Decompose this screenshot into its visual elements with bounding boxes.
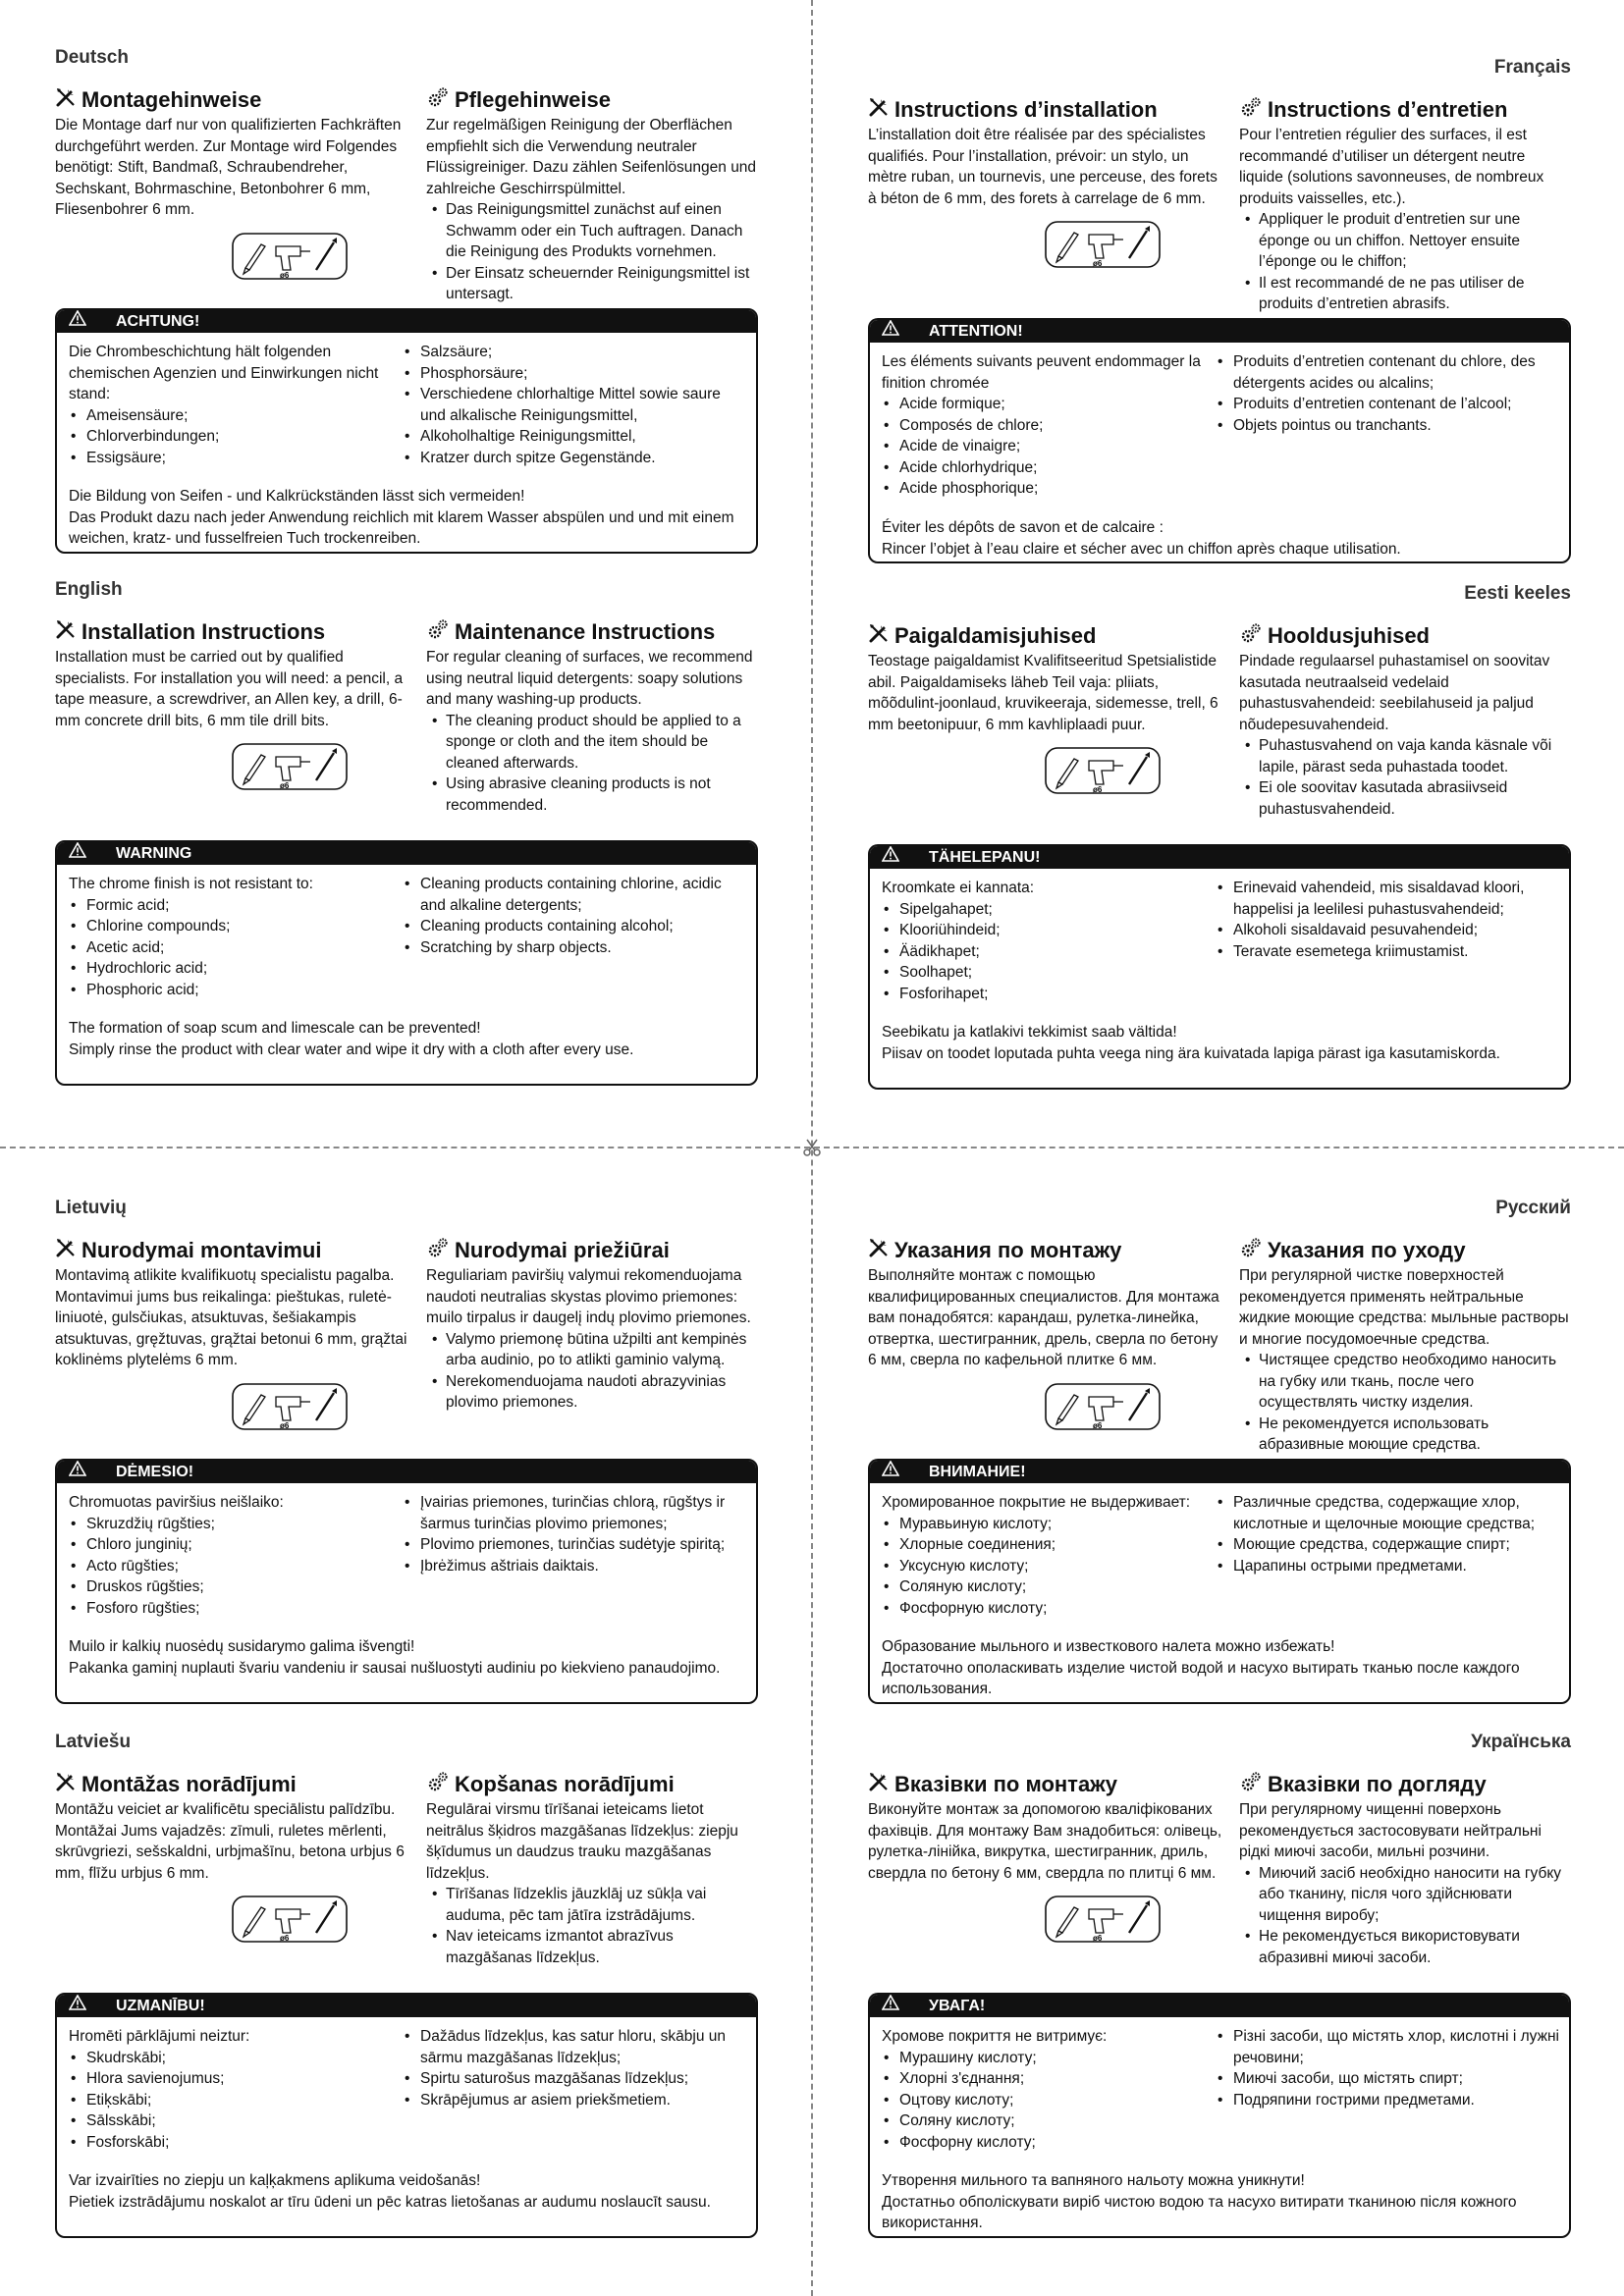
section-et: [868, 583, 1571, 1113]
svg-text:ø6: ø6: [1093, 1934, 1103, 1943]
maintenance-column: [426, 618, 758, 816]
maintenance-column: [1239, 622, 1571, 820]
warning-item: • Acide phosphorique;: [882, 478, 1206, 500]
warning-title: ATTENTION!: [929, 323, 1023, 340]
svg-text:ø6: ø6: [280, 1934, 290, 1943]
warning-header: [57, 1995, 756, 2017]
warning-triangle-icon: [69, 1461, 116, 1483]
section-lt: [55, 1198, 758, 1728]
tools-cross-icon: [868, 96, 894, 124]
tools-pictogram-icon: [55, 233, 413, 280]
warning-item: • Chloro junginių;: [69, 1534, 393, 1556]
warning-list-right: [1216, 2026, 1559, 2110]
section-de: [55, 47, 758, 577]
svg-text:ø6: ø6: [280, 781, 290, 790]
warning-item: • Муравьиную кислоту;: [882, 1514, 1206, 1535]
warning-item: • Skruzdžių rūgšties;: [69, 1514, 393, 1535]
maintenance-list: [1239, 735, 1571, 820]
warning-footer-heading: Muilo ir kalkių nuosėdų susidarymo galima išvengti!: [69, 1638, 415, 1655]
warning-triangle-icon: [882, 1461, 929, 1483]
warning-title: DĖMESIO!: [116, 1464, 194, 1480]
warning-title: ACHTUNG!: [116, 313, 200, 330]
language-label: English: [55, 579, 123, 600]
maintenance-intro: При регулярному чищенні поверхонь рекомендується застосовувати нейтральні рідкі миючі засоби, мильні розчини.: [1239, 1801, 1542, 1860]
warning-item: • Dažādus līdzekļus, kas satur hloru, skābju un sārmu mazgāšanas līdzekļus;: [403, 2026, 746, 2068]
language-label: Français: [1493, 57, 1571, 78]
maintenance-intro: Pindade regulaarsel puhastamisel on soovitav kasutada neutraalseid vedelaid puhastusvahendeid: seebilahuseid ja paljud nõudepesuvahendeid.: [1239, 653, 1550, 733]
warning-list-left: [69, 895, 393, 1001]
warning-item: • Įvairias priemones, turinčias chlorą, rūgštys ir šarmus turinčias plovimo priemones;: [403, 1492, 746, 1534]
warning-title: ВНИМАНИЕ!: [929, 1464, 1026, 1480]
warning-item: • Мурашину кислоту;: [882, 2048, 1206, 2069]
warning-list-left: [69, 2048, 393, 2154]
section-lv: [55, 1732, 758, 2262]
warning-box: [55, 1993, 758, 2238]
warning-item: • Fosforskābi;: [69, 2132, 393, 2154]
maintenance-item: • The cleaning product should be applied to a sponge or cloth and the item should be cleaned afterwards.: [426, 711, 758, 774]
maintenance-item: • Das Reinigungsmittel zunächst auf einen Schwamm oder ein Tuch auftragen. Danach die Reinigung des Produkts vornehmen.: [426, 199, 758, 263]
warning-box: [55, 1459, 758, 1704]
tools-cross-icon: [868, 1237, 894, 1264]
warning-item: • Spirtu saturošus mazgāšanas līdzekļus;: [403, 2068, 746, 2090]
warning-item: • Skrāpējumus ar asiem priekšmetiem.: [403, 2090, 746, 2111]
svg-text:ø6: ø6: [1093, 1420, 1103, 1430]
warning-title: UZMANĪBU!: [116, 1998, 205, 2014]
warning-item: • Essigsäure;: [69, 448, 393, 469]
warning-footer-text: Pietiek izstrādājumu noskalot ar tīru ūdeni un pēc katras lietošanas ar audumu noslaucīt sausu.: [69, 2193, 711, 2211]
tools-pictogram-icon: [55, 1896, 413, 1943]
warning-box: [868, 1459, 1571, 1704]
tools-pictogram-icon: [55, 1383, 413, 1430]
warning-header: [57, 310, 756, 333]
installation-column: [868, 622, 1226, 794]
warning-item: • Kratzer durch spitze Gegenstände.: [403, 448, 746, 469]
warning-box: [868, 318, 1571, 563]
tools-cross-icon: [868, 1771, 894, 1798]
svg-text:ø6: ø6: [1093, 785, 1103, 794]
warning-list-right: [403, 874, 746, 958]
scissors-icon: [802, 1138, 822, 1157]
warning-box: [55, 308, 758, 554]
language-label: Lietuvių: [55, 1198, 127, 1218]
maintenance-title: Instructions d’entretien: [1268, 97, 1508, 122]
maintenance-item: • Using abrasive cleaning products is not recommended.: [426, 774, 758, 816]
installation-column: [868, 1237, 1226, 1430]
warning-intro: Kroomkate ei kannata:: [882, 880, 1035, 896]
warning-triangle-icon: [69, 1995, 116, 2017]
maintenance-column: [1239, 1771, 1571, 1968]
warning-item: • Äädikhapet;: [882, 941, 1206, 963]
warning-item: • Acetic acid;: [69, 937, 393, 959]
warning-list-right: [1216, 351, 1559, 436]
maintenance-column: [426, 86, 758, 305]
gears-icon: [1239, 96, 1268, 124]
maintenance-item: • Не рекомендуется использовать абразивные моющие средства.: [1239, 1414, 1571, 1456]
maintenance-title: Pflegehinweise: [455, 87, 611, 112]
warning-header: [870, 1995, 1569, 2017]
warning-title: WARNING: [116, 845, 192, 862]
maintenance-intro: Reguliariam paviršių valymui rekomenduojama naudoti neutralias skystas plovimo priemones: muilo tirpalus ir daugelį indų plovimo priemones.: [426, 1267, 751, 1326]
maintenance-list: [1239, 209, 1571, 315]
language-label: Eesti keeles: [1464, 583, 1571, 604]
warning-triangle-icon: [69, 310, 116, 333]
warning-footer-text: Rincer l’objet à l’eau claire et sécher avec un chiffon après chaque utilisation.: [882, 540, 1401, 558]
warning-header: [870, 1461, 1569, 1483]
warning-item: • Хлорні з'єднання;: [882, 2068, 1206, 2090]
warning-item: • Фосфорную кислоту;: [882, 1598, 1206, 1620]
installation-column: [55, 86, 413, 280]
maintenance-intro: Pour l’entretien régulier des surfaces, il est recommandé d’utiliser un détergent neutre liquide (solutions savonneuses, de nombreux produits vaisselles, etc.).: [1239, 127, 1544, 207]
maintenance-list: [426, 1884, 758, 1968]
warning-item: • Phosphorsäure;: [403, 363, 746, 385]
warning-intro: Chromuotas paviršius neišlaiko:: [69, 1494, 284, 1511]
warning-item: • Salzsäure;: [403, 342, 746, 363]
section-uk: [868, 1732, 1571, 2262]
tools-cross-icon: [55, 1771, 81, 1798]
warning-item: • Alkoholhaltige Reinigungsmittel,: [403, 426, 746, 448]
warning-header: [870, 320, 1569, 343]
warning-header: [57, 1461, 756, 1483]
warning-item: • Soolhapet;: [882, 962, 1206, 984]
gears-icon: [1239, 1771, 1268, 1798]
warning-item: • Composés de chlore;: [882, 415, 1206, 437]
maintenance-title: Nurodymai priežiūrai: [455, 1238, 670, 1262]
warning-intro: Хромове покриття не витримує:: [882, 2028, 1108, 2045]
installation-title: Montāžas norādījumi: [81, 1772, 297, 1796]
section-ru: [868, 1198, 1571, 1728]
maintenance-item: • Il est recommandé de ne pas utiliser de produits d’entretien abrasifs.: [1239, 273, 1571, 315]
maintenance-title: Вказівки по догляду: [1268, 1772, 1487, 1796]
installation-text: Montavimą atlikite kvalifikuotų specialistu pagalba. Montavimui jums bus reikalinga: pieštukas, ruletė-liniuotė, gulsčiukas, atsuktuvas, šešiakampis atsuktuvas, gręžtuvas, grąžtai betonui 6 mm, grąžtai koklinėms plytelėms 6 mm.: [55, 1267, 407, 1368]
language-label: Deutsch: [55, 47, 129, 68]
warning-item: • Fosforihapet;: [882, 984, 1206, 1005]
warning-item: • Produits d’entretien contenant du chlore, des détergents acides ou alcalins;: [1216, 351, 1559, 394]
warning-header: [870, 846, 1569, 869]
warning-item: • Hlora savienojumus;: [69, 2068, 393, 2090]
tools-pictogram-icon: [868, 1896, 1226, 1943]
tools-cross-icon: [55, 1237, 81, 1264]
warning-item: • Моющие средства, содержащие спирт;: [1216, 1534, 1559, 1556]
warning-title: TÄHELEPANU!: [929, 849, 1041, 866]
section-en: [55, 579, 758, 1109]
installation-text: L’installation doit être réalisée par des spécialistes qualifiés. Pour l’installation, prévoir: un stylo, un mètre ruban, un tournevis, une perceuse, des forets à béton de 6 mm, des forets à carrelage de 6 mm.: [868, 127, 1218, 207]
maintenance-item: • Valymo priemonę būtina užpilti ant kempinės arba audinio, po to atlikti gaminio valymą.: [426, 1329, 758, 1371]
warning-item: • Уксусную кислоту;: [882, 1556, 1206, 1577]
maintenance-title: Hooldusjuhised: [1268, 623, 1430, 648]
warning-item: • Cleaning products containing chlorine, acidic and alkaline detergents;: [403, 874, 746, 916]
warning-footer-text: Das Produkt dazu nach jeder Anwendung reichlich mit klarem Wasser abspülen und und mit einem weichen, kratz- und fusselfreien Tuch trockenreiben.: [69, 508, 734, 547]
gears-icon: [426, 86, 455, 114]
warning-item: • Klooriühindeid;: [882, 920, 1206, 941]
warning-item: • Objets pointus ou tranchants.: [1216, 415, 1559, 437]
warning-item: • Царапины острыми предметами.: [1216, 1556, 1559, 1577]
warning-intro: Les éléments suivants peuvent endommager la finition chromée: [882, 353, 1201, 392]
warning-box: [55, 840, 758, 1086]
tools-cross-icon: [55, 86, 81, 114]
installation-text: Выполняйте монтаж с помощью квалифицированных специалистов. Для монтажа вам понадобятся: карандаш, рулетка-линейка, отвертка, шестигранник, дрель, сверла по бетону 6 мм, сверла по кафельной плитке 6 мм.: [868, 1267, 1219, 1368]
maintenance-item: • Puhastusvahend on vaja kanda käsnale või lapile, pärast seda puhastada toodet.: [1239, 735, 1571, 777]
warning-item: • Phosphoric acid;: [69, 980, 393, 1001]
warning-footer-text: Simply rinse the product with clear water and wipe it dry with a cloth after every use.: [69, 1041, 634, 1058]
warning-triangle-icon: [69, 842, 116, 865]
warning-item: • Plovimo priemones, turinčias sudėtyje spiritą;: [403, 1534, 746, 1556]
warning-box: [868, 844, 1571, 1090]
warning-item: • Etiķskābi;: [69, 2090, 393, 2111]
warning-title: УВАГА!: [929, 1998, 986, 2014]
warning-footer-heading: Var izvairīties no ziepju un kaļķakmens aplikuma veidošanās!: [69, 2172, 481, 2189]
warning-footer-heading: Утворення мильного та вапняного нальоту можна уникнути!: [882, 2172, 1305, 2189]
warning-item: • Acto rūgšties;: [69, 1556, 393, 1577]
installation-text: Виконуйте монтаж за допомогою кваліфікованих фахівців. Для монтажу Вам знадобиться: олівець, рулетка-лінійка, викрутка, шестигранник, дриль, свердла по бетону 6 мм, свердла по плитці 6 мм.: [868, 1801, 1222, 1882]
svg-text:ø6: ø6: [280, 1420, 290, 1430]
svg-text:ø6: ø6: [280, 270, 290, 280]
maintenance-list: [1239, 1350, 1571, 1456]
warning-item: • Erinevaid vahendeid, mis sisaldavad kloori, happelisi ja leelilesi puhastusvahendeid;: [1216, 878, 1559, 920]
maintenance-intro: Zur regelmäßigen Reinigung der Oberflächen empfiehlt sich die Verwendung neutraler Flüssigreiniger. Dazu zählen Seifenlösungen und zahlreiche Geschirrspülmittel.: [426, 117, 757, 197]
warning-list-right: [1216, 878, 1559, 962]
installation-text: Installation must be carried out by qualified specialists. For installation you will need: a pencil, a tape measure, a screwdriver, an Allen key, a drill, 6-mm concrete drill bits, 6 mm tile drill bits.: [55, 649, 404, 729]
installation-title: Montagehinweise: [81, 87, 262, 112]
warning-footer-heading: The formation of soap scum and limescale can be prevented!: [69, 1020, 481, 1037]
maintenance-list: [426, 199, 758, 305]
tools-cross-icon: [55, 618, 81, 646]
maintenance-column: [1239, 1237, 1571, 1456]
warning-item: • Chlorverbindungen;: [69, 426, 393, 448]
warning-intro: The chrome finish is not resistant to:: [69, 876, 313, 892]
installation-title: Nurodymai montavimui: [81, 1238, 322, 1262]
warning-list-right: [403, 2026, 746, 2110]
gears-icon: [426, 618, 455, 646]
installation-title: Instructions d’installation: [894, 97, 1158, 122]
warning-item: • Scratching by sharp objects.: [403, 937, 746, 959]
warning-list-left: [882, 899, 1206, 1005]
warning-footer-heading: Seebikatu ja katlakivi tekkimist saab vältida!: [882, 1024, 1177, 1041]
installation-column: [55, 1771, 413, 1943]
tools-pictogram-icon: [868, 747, 1226, 794]
maintenance-title: Kopšanas norādījumi: [455, 1772, 675, 1796]
maintenance-item: • Чистящее средство необходимо наносить на губку или ткань, после чего осуществлять чистку изделия.: [1239, 1350, 1571, 1414]
installation-title: Вказівки по монтажу: [894, 1772, 1118, 1796]
maintenance-list: [1239, 1863, 1571, 1969]
maintenance-item: • Appliquer le produit d’entretien sur une éponge ou un chiffon. Nettoyer ensuite l’éponge ou le chiffon;: [1239, 209, 1571, 273]
warning-triangle-icon: [882, 846, 929, 869]
maintenance-column: [426, 1237, 758, 1414]
maintenance-item: • Не рекомендується використовувати абразивні миючі засоби.: [1239, 1926, 1571, 1968]
warning-item: • Різні засоби, що містять хлор, кислотні і лужні речовини;: [1216, 2026, 1559, 2068]
warning-item: • Sipelgahapet;: [882, 899, 1206, 921]
maintenance-list: [426, 711, 758, 817]
warning-item: • Acide formique;: [882, 394, 1206, 415]
language-label: Українська: [1471, 1732, 1571, 1752]
warning-item: • Teravate esemetega kriimustamist.: [1216, 941, 1559, 963]
installation-column: [55, 618, 413, 790]
warning-triangle-icon: [882, 320, 929, 343]
warning-intro: Хромированное покрытие не выдерживает:: [882, 1494, 1191, 1511]
warning-item: • Sālsskābi;: [69, 2110, 393, 2132]
tools-pictogram-icon: [868, 1383, 1226, 1430]
warning-list-left: [69, 405, 393, 469]
maintenance-intro: Regulārai virsmu tīrīšanai ieteicams lietot neitrālus šķidros mazgāšanas līdzekļus: ziepju šķīdumus un daudzus trauku mazgāšanas līdzekļus.: [426, 1801, 738, 1882]
warning-item: • Formic acid;: [69, 895, 393, 917]
warning-item: • Подряпини гострими предметами.: [1216, 2090, 1559, 2111]
installation-title: Указания по монтажу: [894, 1238, 1122, 1262]
warning-list-left: [882, 1514, 1206, 1620]
maintenance-item: • Nav ieteicams izmantot abrazīvus mazgāšanas līdzekļus.: [426, 1926, 758, 1968]
warning-item: • Įbrėžimus aštriais daiktais.: [403, 1556, 746, 1577]
warning-box: [868, 1993, 1571, 2238]
warning-item: • Различные средства, содержащие хлор, кислотные и щелочные моющие средства;: [1216, 1492, 1559, 1534]
maintenance-list: [426, 1329, 758, 1414]
warning-header: [57, 842, 756, 865]
installation-text: Teostage paigaldamist Kvalifitseeritud Spetsialistide abil. Paigaldamiseks läheb Teil vaja: pliiats, mõõdulint-joonlaud, kruvikeeraja, sidemesse, trell, 6 mm beetonipuur, 6 mm kavhliplaadi puur.: [868, 653, 1218, 733]
warning-item: • Produits d’entretien contenant de l’alcool;: [1216, 394, 1559, 415]
warning-list-left: [882, 394, 1206, 500]
installation-title: Paigaldamisjuhised: [894, 623, 1097, 648]
warning-item: • Chlorine compounds;: [69, 916, 393, 937]
maintenance-title: Maintenance Instructions: [455, 619, 716, 644]
warning-item: • Хлорные соединения;: [882, 1534, 1206, 1556]
warning-item: • Hydrochloric acid;: [69, 958, 393, 980]
warning-list-left: [69, 1514, 393, 1620]
warning-list-right: [403, 342, 746, 468]
installation-title: Installation Instructions: [81, 619, 326, 644]
warning-list-left: [882, 2048, 1206, 2154]
warning-item: • Оцтову кислоту;: [882, 2090, 1206, 2111]
tools-cross-icon: [868, 622, 894, 650]
installation-column: [868, 96, 1226, 268]
warning-item: • Verschiedene chlorhaltige Mittel sowie saure und alkalische Reinigungsmittel,: [403, 384, 746, 426]
installation-column: [868, 1771, 1226, 1943]
warning-item: • Соляную кислоту;: [882, 1576, 1206, 1598]
warning-footer-heading: Éviter les dépôts de savon et de calcaire :: [882, 519, 1164, 536]
warning-item: • Druskos rūgšties;: [69, 1576, 393, 1598]
warning-item: • Cleaning products containing alcohol;: [403, 916, 746, 937]
warning-item: • Фосфорну кислоту;: [882, 2132, 1206, 2154]
warning-footer-text: Достаточно ополаскивать изделие чистой водой и насухо вытирать тканью после каждого использования.: [882, 1659, 1520, 1697]
warning-item: • Соляну кислоту;: [882, 2110, 1206, 2132]
warning-footer-text: Pakanka gaminį nuplauti švariu vandeniu ir sausai nušluostyti audiniu po kiekvieno panaudojimo.: [69, 1659, 721, 1677]
maintenance-item: • Nerekomenduojama naudoti abrazyvinias plovimo priemones.: [426, 1371, 758, 1414]
installation-text: Die Montage darf nur von qualifizierten Fachkräften durchgeführt werden. Zur Montage wird Folgendes benötigt: Stift, Bandmaß, Schraubendreher, Sechskant, Bohrmaschine, Betonbohrer 6 mm, Fliesenbohrer 6 mm.: [55, 117, 402, 218]
language-label: Русский: [1495, 1198, 1571, 1218]
warning-list-right: [1216, 1492, 1559, 1576]
maintenance-intro: For regular cleaning of surfaces, we recommend using neutral liquid detergents: soapy solutions and many washing-up products.: [426, 649, 753, 708]
svg-text:ø6: ø6: [1093, 259, 1103, 268]
warning-item: • Миючі засоби, що містять спирт;: [1216, 2068, 1559, 2090]
section-fr: [868, 57, 1571, 587]
tools-pictogram-icon: [55, 743, 413, 790]
warning-list-right: [403, 1492, 746, 1576]
gears-icon: [426, 1237, 455, 1264]
maintenance-item: • Tīrīšanas līdzeklis jāuzklāj uz sūkļa vai auduma, pēc tam jātīra izstrādājums.: [426, 1884, 758, 1926]
warning-footer-text: Piisav on toodet loputada puhta veega ning ära kuivatada lapiga pärast iga kasutamiskorda.: [882, 1044, 1500, 1062]
maintenance-item: • Ei ole soovitav kasutada abrasiivseid puhastusvahendeid.: [1239, 777, 1571, 820]
warning-footer-heading: Die Bildung von Seifen - und Kalkrückständen lässt sich vermeiden!: [69, 488, 525, 505]
maintenance-column: [1239, 96, 1571, 315]
maintenance-item: • Der Einsatz scheuernder Reinigungsmittel ist untersagt.: [426, 263, 758, 305]
maintenance-title: Указания по уходу: [1268, 1238, 1466, 1262]
maintenance-column: [426, 1771, 758, 1968]
maintenance-item: • Миючий засіб необхідно наносити на губку або тканину, після чого здійснювати чищення виробу;: [1239, 1863, 1571, 1927]
warning-item: • Acide de vinaigre;: [882, 436, 1206, 457]
warning-item: • Fosforo rūgšties;: [69, 1598, 393, 1620]
warning-intro: Hromēti pārklājumi neiztur:: [69, 2028, 250, 2045]
warning-footer-heading: Образование мыльного и известкового налета можно избежать!: [882, 1638, 1335, 1655]
gears-icon: [1239, 622, 1268, 650]
warning-item: • Skudrskābi;: [69, 2048, 393, 2069]
warning-item: • Ameisensäure;: [69, 405, 393, 427]
installation-text: Montāžu veiciet ar kvalificētu speciālistu palīdzību. Montāžai Jums vajadzēs: zīmuli, ruletes mērlenti, skrūvgriezi, sešskaldni, urbjmašīnu, betona urbjus 6 mm, flīžu urbjus 6 mm.: [55, 1801, 405, 1882]
warning-footer-text: Достатньо обполіскувати виріб чистою водою та насухо витирати тканиною після кожного використання.: [882, 2193, 1517, 2231]
maintenance-intro: При регулярной чистке поверхностей рекомендуется применять нейтральные жидкие моющие средства: мыльные растворы и многие посудомоечные средства.: [1239, 1267, 1569, 1348]
warning-item: • Acide chlorhydrique;: [882, 457, 1206, 479]
installation-column: [55, 1237, 413, 1430]
gears-icon: [426, 1771, 455, 1798]
warning-intro: Die Chrombeschichtung hält folgenden chemischen Agenzien und Einwirkungen nicht stand:: [69, 344, 379, 402]
gears-icon: [1239, 1237, 1268, 1264]
language-label: Latviešu: [55, 1732, 132, 1752]
tools-pictogram-icon: [868, 221, 1226, 268]
warning-triangle-icon: [882, 1995, 929, 2017]
warning-item: • Alkoholi sisaldavaid pesuvahendeid;: [1216, 920, 1559, 941]
